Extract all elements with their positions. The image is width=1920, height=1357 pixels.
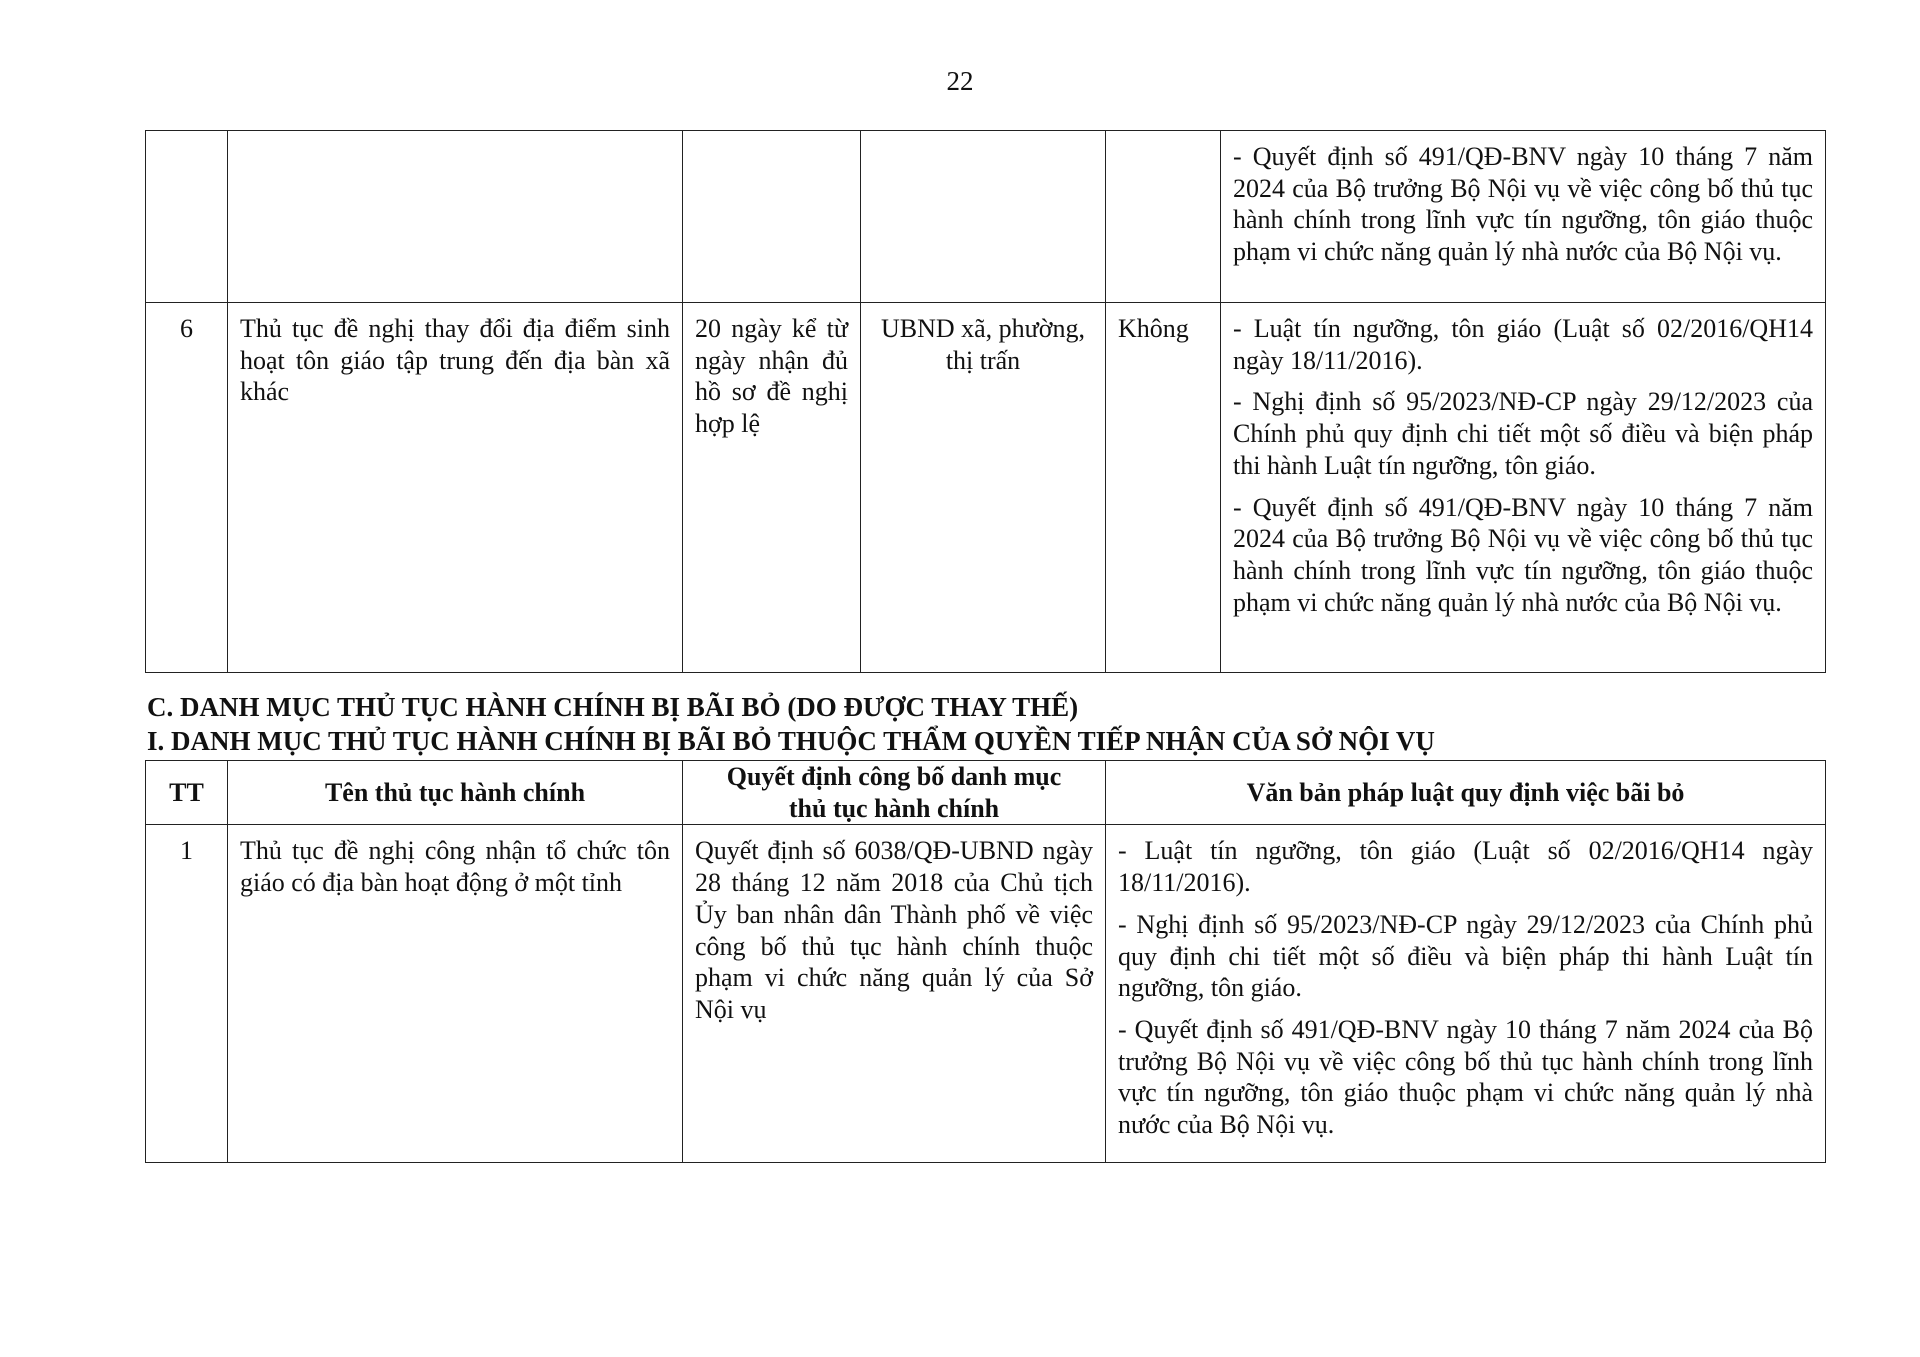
cell-decision: Quyết định số 6038/QĐ-UBND ngày 28 tháng 12 năm 2018 của Chủ tịch Ủy ban nhân dân Thành phố về việc công bố thủ tục hành chính thuộc phạm vi chức năng quản lý của Sở Nội vụ xyxy=(683,825,1106,1163)
cell-name: Thủ tục đề nghị thay đổi địa điểm sinh hoạt tôn giáo tập trung đến địa bàn xã khác xyxy=(228,303,683,673)
table-header-row xyxy=(146,761,1826,825)
cell-fee: Không xyxy=(1106,303,1221,673)
cell-name: Thủ tục đề nghị công nhận tổ chức tôn giáo có địa bàn hoạt động ở một tỉnh xyxy=(228,825,683,1163)
legal-doc-item: - Nghị định số 95/2023/NĐ-CP ngày 29/12/2023 của Chính phủ quy định chi tiết một số điều và biện pháp thi hành Luật tín ngưỡng, tôn giáo. xyxy=(1233,387,1813,480)
legal-doc-item: - Luật tín ngưỡng, tôn giáo (Luật số 02/2016/QH14 ngày 18/11/2016). xyxy=(1118,836,1813,898)
legal-doc-item: - Nghị định số 95/2023/NĐ-CP ngày 29/12/2023 của Chính phủ quy định chi tiết một số điều và biện pháp thi hành Luật tín ngưỡng, tôn giáo. xyxy=(1118,909,1813,1003)
procedures-table-continued xyxy=(145,130,1826,673)
cell-tt xyxy=(146,131,228,303)
legal-doc-item: - Quyết định số 491/QĐ-BNV ngày 10 tháng 7 năm 2024 của Bộ trưởng Bộ Nội vụ về việc công bố thủ tục hành chính trong lĩnh vực tín ngưỡng, tôn giáo thuộc phạm vi chức năng quản lý nhà nước của Bộ Nội vụ. xyxy=(1118,1015,1813,1140)
cell-time: 20 ngày kể từ ngày nhận đủ hồ sơ đề nghị hợp lệ xyxy=(683,303,861,673)
section-i-heading: I. DANH MỤC THỦ TỤC HÀNH CHÍNH BỊ BÃI BỎ THUỘC THẨM QUYỀN TIẾP NHẬN CỦA SỞ NỘI VỤ xyxy=(147,726,1435,756)
legal-doc-item: - Luật tín ngưỡng, tôn giáo (Luật số 02/2016/QH14 ngày 18/11/2016). xyxy=(1233,314,1813,375)
legal-doc-item: - Quyết định số 491/QĐ-BNV ngày 10 tháng 7 năm 2024 của Bộ trưởng Bộ Nội vụ về việc công bố thủ tục hành chính trong lĩnh vực tín ngưỡng, tôn giáo thuộc phạm vi chức năng quản lý nhà nước của Bộ Nội vụ. xyxy=(1233,142,1813,267)
header-legal: Văn bản pháp luật quy định việc bãi bỏ xyxy=(1106,761,1826,825)
repealed-procedures-table xyxy=(145,760,1826,1163)
cell-agency xyxy=(861,131,1106,303)
cell-name xyxy=(228,131,683,303)
table-row-continuation xyxy=(146,131,1826,303)
cell-legal-docs xyxy=(1221,303,1826,673)
header-decision: Quyết định công bố danh mục thủ tục hành chính xyxy=(683,761,1106,825)
section-c-heading: C. DANH MỤC THỦ TỤC HÀNH CHÍNH BỊ BÃI BỎ (DO ĐƯỢC THAY THẾ) xyxy=(147,692,1079,722)
cell-legal-docs xyxy=(1221,131,1826,303)
cell-fee xyxy=(1106,131,1221,303)
table-row xyxy=(146,825,1826,1163)
header-tt: TT xyxy=(146,761,228,825)
cell-agency: UBND xã, phường, thị trấn xyxy=(861,303,1106,673)
cell-tt: 6 xyxy=(146,303,228,673)
cell-tt: 1 xyxy=(146,825,228,1163)
header-name: Tên thủ tục hành chính xyxy=(228,761,683,825)
cell-time xyxy=(683,131,861,303)
page-number: 22 xyxy=(946,66,974,96)
table-row xyxy=(146,303,1826,673)
legal-doc-item: - Quyết định số 491/QĐ-BNV ngày 10 tháng 7 năm 2024 của Bộ trưởng Bộ Nội vụ về việc công bố thủ tục hành chính trong lĩnh vực tín ngưỡng, tôn giáo thuộc phạm vi chức năng quản lý nhà nước của Bộ Nội vụ. xyxy=(1233,492,1813,617)
cell-legal-docs xyxy=(1106,825,1826,1163)
